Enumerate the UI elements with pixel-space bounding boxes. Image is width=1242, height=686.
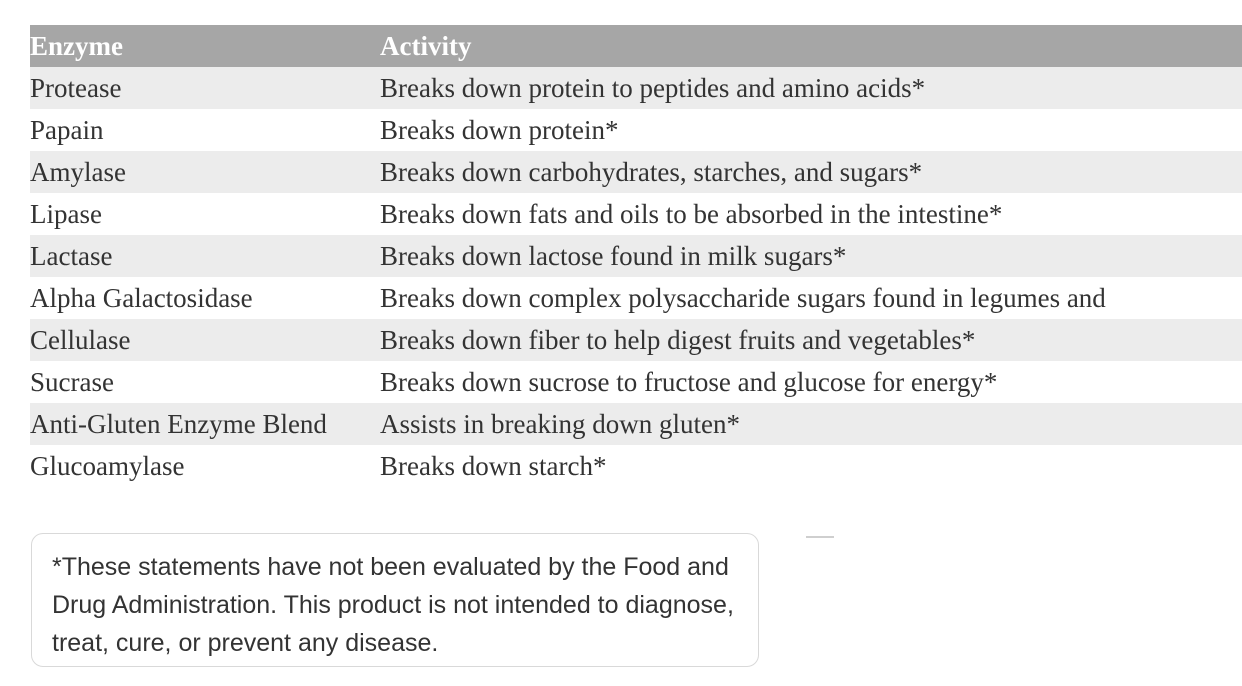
enzyme-cell: Cellulase (30, 319, 380, 361)
activity-cell: Breaks down starch* (380, 445, 1242, 487)
table-row (30, 67, 1242, 109)
enzyme-cell: Anti-Gluten Enzyme Blend (30, 403, 380, 445)
table-row (30, 235, 1242, 277)
table-row (30, 403, 1242, 445)
enzyme-cell: Papain (30, 109, 380, 151)
header-enzyme: Enzyme (30, 25, 380, 67)
enzyme-cell: Amylase (30, 151, 380, 193)
activity-cell: Breaks down fats and oils to be absorbed in the intestine* (380, 193, 1242, 235)
activity-cell: Breaks down fiber to help digest fruits and vegetables* (380, 319, 1242, 361)
table-row (30, 151, 1242, 193)
disclaimer-text: *These statements have not been evaluated by the Food and Drug Administration. This product is not intended to diagnose, treat, cure, or prevent any disease. (52, 553, 734, 657)
activity-cell: Breaks down protein* (380, 109, 1242, 151)
activity-cell: Breaks down complex polysaccharide sugars found in legumes and (380, 277, 1242, 319)
activity-cell: Breaks down carbohydrates, starches, and sugars* (380, 151, 1242, 193)
enzyme-cell: Protease (30, 67, 380, 109)
enzyme-cell: Alpha Galactosidase (30, 277, 380, 319)
enzyme-cell: Glucoamylase (30, 445, 380, 487)
activity-cell: Assists in breaking down gluten* (380, 403, 1242, 445)
enzyme-cell: Sucrase (30, 361, 380, 403)
activity-cell: Breaks down protein to peptides and amino acids* (380, 67, 1242, 109)
enzyme-activity-table (30, 25, 1242, 487)
table-row (30, 109, 1242, 151)
table-row (30, 319, 1242, 361)
activity-cell: Breaks down lactose found in milk sugars* (380, 235, 1242, 277)
table-row (30, 445, 1242, 487)
enzyme-cell: Lactase (30, 235, 380, 277)
enzyme-cell: Lipase (30, 193, 380, 235)
table-row (30, 277, 1242, 319)
activity-cell: Breaks down sucrose to fructose and glucose for energy* (380, 361, 1242, 403)
table-header-row (30, 25, 1242, 67)
table-row (30, 361, 1242, 403)
divider (806, 536, 834, 538)
disclaimer-box (31, 533, 759, 667)
header-activity: Activity (380, 25, 1242, 67)
table-row (30, 193, 1242, 235)
